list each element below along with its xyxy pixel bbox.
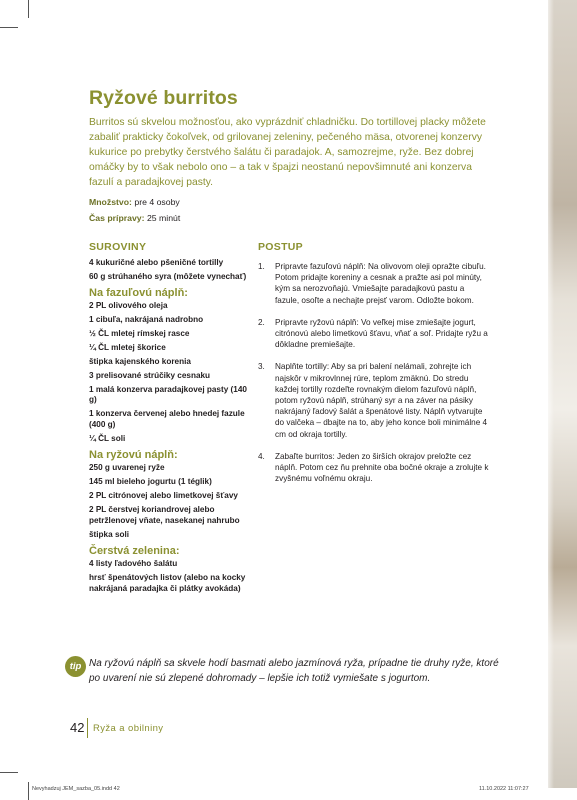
print-slug-date: 11.10.2022 11:07:27 [479, 786, 529, 792]
ingredient-item: 250 g uvarenej ryže [89, 463, 165, 473]
step-number: 4. [258, 451, 265, 461]
step-text: Naplňte tortilly: Aby sa pri balení nelámali, zohrejte ich najskôr v mikrovlnnej rúre, teplom zmäknú. Do stredu každej tortilly rozdeľte rovnakým dielom fazuľovú náplň, potom ryžovú náplň, strúhaný syr a na záver na pásiky nakrájaný ľadový šalát a špenátové listy. Náplň vytvarujte do valčeka – dbajte na to, aby jeho konce boli minimálne 4 cm od okraja tortilly. [275, 362, 488, 439]
ingredient-item: štipka soli [89, 529, 130, 539]
rice-filling-heading: Na ryžovú náplň: [89, 449, 178, 462]
fresh-veg-heading: Čerstvá zelenina: [89, 545, 180, 558]
section-name: Ryža a obilniny [93, 723, 164, 734]
crop-mark [28, 0, 29, 18]
ingredient-item: ½ ČL mletej rímskej rasce [89, 329, 190, 339]
ingredient-item: 3 prelisované strúčiky cesnaku [89, 370, 211, 380]
tip-text: Na ryžovú náplň sa skvele hodí basmati alebo jazmínová ryža, prípadne tie druhy ryže, ktoré po uvarení nie sú zlepené dohromady – lepšie ich totiž vymiešate s jogurtom. [89, 658, 499, 684]
method-heading: POSTUP [258, 241, 303, 253]
method-step [258, 261, 490, 306]
prep-time-value: 25 minút [144, 213, 181, 223]
ingredients-base [89, 258, 249, 282]
prep-time-label: Čas prípravy: [89, 213, 145, 223]
ingredient-item: ¼ ČL soli [89, 433, 126, 443]
recipe-intro: Burritos sú skvelou možnosťou, ako vyprázdniť chladničku. Do tortillovej placky môžete zabaliť prakticky čokoľvek, od grilovanej zeleniny, pečeného mäsa, otvorenej konzervy kukurice po prebytky čerstvého šalátu či paradajok. A, samozrejme, ryže. Bez dobrej omáčky by to však nebolo ono – a tak v špajzi neostanú nepovšimnuté ani konzerva fazulí a paradajkovej pasty. [89, 117, 486, 188]
step-text: Pripravte fazuľovú náplň: Na olivovom oleji opražte cibuľu. Potom pridajte koreniny a cesnak a pražte asi pol minúty, kým sa nerozvoňajú. Vmiešajte paradajkovú pastu a fazule, osoľte a nechajte prejsť varom. Odložte bokom. [275, 262, 486, 305]
servings-label: Množstvo: [89, 197, 132, 207]
ingredients-veg [89, 559, 249, 594]
servings-value: pre 4 osoby [131, 197, 180, 207]
step-text: Zabaľte burritos: Jeden zo širších okrajov preložte cez náplň. Potom cez ňu prehnite oba bočné okraje a zrolujte k zvyšnému voľnému okraju. [275, 451, 489, 484]
step-number: 1. [258, 262, 265, 271]
tip-badge: tip [65, 656, 86, 677]
ingredients-list [89, 258, 249, 598]
recipe-title: Ryžové burritos [89, 87, 238, 109]
ingredient-item: 2 PL olivového oleja [89, 301, 168, 311]
print-slug-file: Nevyhadzuj JEM_sazba_05.indd 42 [32, 786, 120, 792]
step-number: 3. [258, 362, 265, 372]
crop-mark [0, 772, 18, 773]
method-steps [258, 261, 490, 495]
step-text: Pripravte ryžovú náplň: Vo veľkej mise zmiešajte jogurt, citrónovú alebo limetkovú šťavu, vňať a soľ. Pridajte ryžu a dôkladne premiešajte. [275, 317, 488, 350]
prep-time [89, 212, 180, 224]
page-number: 42 [70, 720, 85, 735]
footer-divider [87, 718, 88, 738]
method-step [258, 451, 490, 485]
ingredient-item: štipka kajenského korenia [89, 357, 191, 367]
ingredient-item: 1 cibuľa, nakrájaná nadrobno [89, 315, 204, 325]
ingredient-item: 2 PL čerstvej koriandrovej alebo petržlenovej vňate, nasekanej nahrubo [89, 505, 240, 525]
ingredients-bean [89, 301, 249, 444]
ingredients-rice [89, 463, 249, 540]
method-step [258, 317, 490, 351]
ingredient-item: ¼ ČL mletej škorice [89, 343, 166, 353]
ingredient-item: hrsť špenátových listov (alebo na kocky nakrájaná paradajka či plátky avokáda) [89, 573, 246, 593]
crop-mark [0, 27, 18, 28]
ingredient-item: 145 ml bieleho jogurtu (1 téglik) [89, 477, 212, 487]
ingredient-item: 2 PL citrónovej alebo limetkovej šťavy [89, 491, 238, 501]
servings [89, 196, 180, 208]
crop-mark [28, 782, 29, 800]
step-number: 2. [258, 317, 265, 327]
ingredients-heading: SUROVINY [89, 241, 147, 253]
ingredient-item: 4 kukuričné alebo pšeničné tortilly [89, 258, 224, 267]
ingredient-item: 1 konzerva červenej alebo hnedej fazule (400 g) [89, 409, 245, 429]
ingredient-item: 1 malá konzerva paradajkovej pasty (140 g) [89, 384, 247, 405]
side-photo [548, 0, 577, 788]
ingredient-item: 60 g strúhaného syra (môžete vynechať) [89, 271, 247, 281]
ingredient-item: 4 listy ľadového šalátu [89, 559, 178, 569]
method-step [258, 361, 490, 439]
bean-filling-heading: Na fazuľovú náplň: [89, 287, 188, 300]
